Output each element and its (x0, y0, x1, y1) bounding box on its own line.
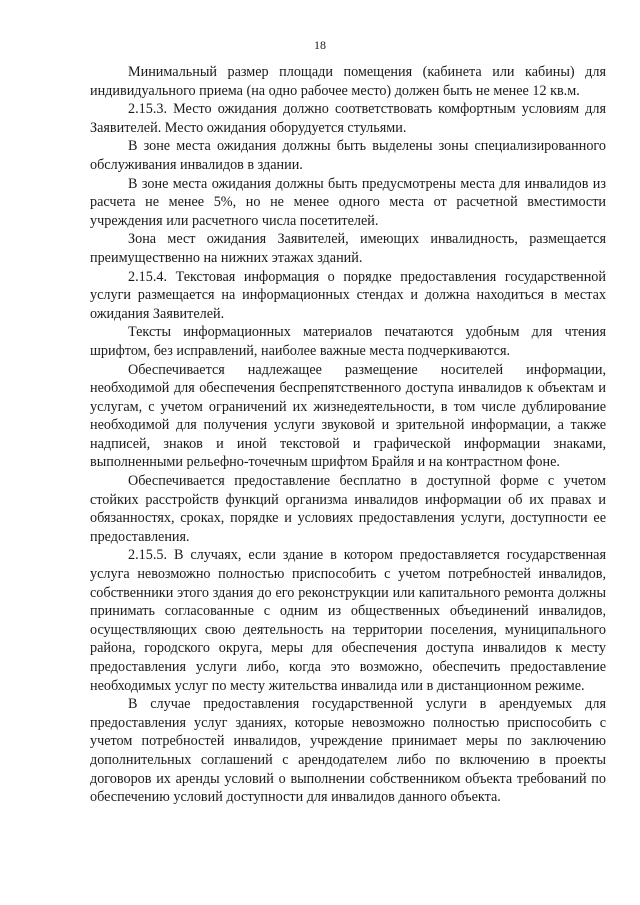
paragraph-2-15-3: 2.15.3. Место ожидания должно соответствовать комфортным условиям для Заявителей. Место ожидания оборудуется стульями. (90, 101, 606, 136)
document-body (90, 63, 606, 807)
paragraph-info-materials: Тексты информационных материалов печатаются удобным для чтения шрифтом, без исправлений, наиболее важные места подчеркиваются. (90, 324, 606, 359)
paragraph-min-area: Минимальный размер площади помещения (кабинета или кабины) для индивидуального приема (на одно рабочее место) должен быть не менее 12 кв.м. (90, 64, 606, 99)
paragraph-2-15-5: 2.15.5. В случаях, если здание в котором предоставляется государственная услуга невозможно полностью приспособить с учетом потребностей инвалидов, собственники этого здания до его реконструкции или капитального ремонта должны принимать согласованные с одним из общественных объединений инвалидов, осуществляющих свою деятельность на территории поселения, муниципального района, городского округа, меры для обеспечения доступа инвалидов к месту предоставления услуги либо, когда это возможно, обеспечить предоставление необходимых услуг по месту жительства инвалида или в дистанционном режиме. (90, 547, 606, 694)
paragraph-disabled-seats: В зоне места ожидания должны быть предусмотрены места для инвалидов из расчета не менее 5%, но не менее одного места от расчетной вместимости учреждения или расчетного числа посетителей. (90, 175, 606, 229)
paragraph-free-info: Обеспечивается предоставление бесплатно в доступной форме с учетом стойких расстройств функций организма инвалидов информации об их правах и обязанностях, сроках, порядке и условиях предоставления услуги, доступности ее предоставления. (90, 473, 606, 545)
paragraph-info-placement: Обеспечивается надлежащее размещение носителей информации, необходимой для обеспечения беспрепятственного доступа инвалидов к объектам и услугам, с учетом ограничений их жизнедеятельности, в том числе дублирование необходимой для получения услуги звуковой и зрительной информации, а также надписей, знаков и иной текстовой и графической информации знаками, выполненными рельефно-точечным шрифтом Брайля и на контрастном фоне. (90, 361, 606, 471)
paragraph-leased-buildings: В случае предоставления государственной услуги в арендуемых для предоставления услуг зданиях, которые невозможно полностью приспособить с учетом потребностей инвалидов, учреждение принимает меры по заключению дополнительных соглашений с арендодателем либо по включению в проекты договоров их аренды условий о выполнении собственником объекта требований по обеспечению условий доступности для инвалидов данного объекта. (90, 696, 606, 806)
paragraph-disabled-zones: В зоне места ожидания должны быть выделены зоны специализированного обслуживания инвалидов в здании. (90, 138, 606, 173)
paragraph-2-15-4: 2.15.4. Текстовая информация о порядке предоставления государственной услуги размещается на информационных стендах и должна находиться в местах ожидания Заявителей. (90, 268, 606, 322)
page-number: 18 (314, 38, 326, 52)
paragraph-lower-floors: Зона мест ожидания Заявителей, имеющих инвалидность, размещается преимущественно на нижних этажах зданий. (90, 231, 606, 266)
